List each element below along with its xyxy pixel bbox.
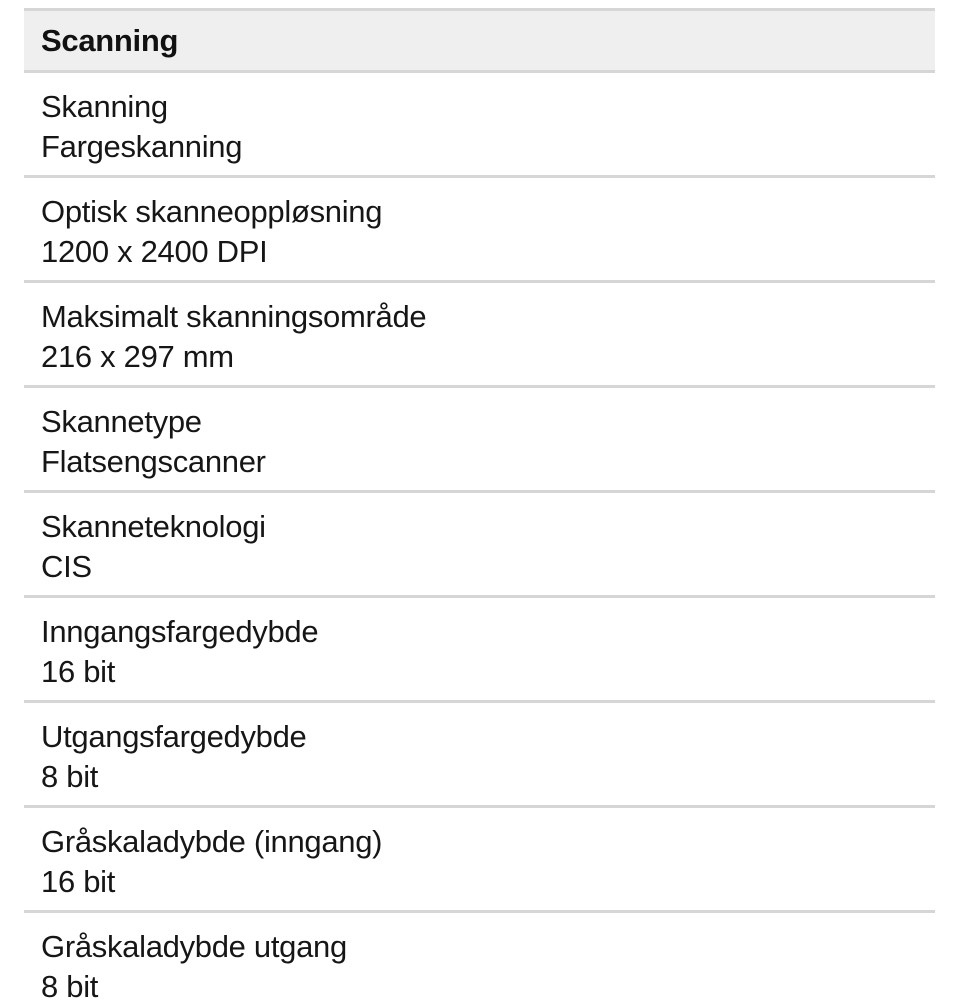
spec-row-input-color-depth bbox=[24, 598, 935, 703]
spec-value: 216 x 297 mm bbox=[41, 339, 234, 374]
spec-label: Utgangsfargedybde bbox=[41, 719, 307, 754]
spec-label: Skanning bbox=[41, 89, 168, 124]
spec-value: 8 bit bbox=[41, 759, 99, 794]
spec-label: Skannetype bbox=[41, 404, 202, 439]
spec-label: Maksimalt skanningsområde bbox=[41, 299, 427, 334]
spec-label: Gråskaladybde utgang bbox=[41, 929, 347, 964]
spec-label: Optisk skanneoppløsning bbox=[41, 194, 383, 229]
spec-value: Flatsengscanner bbox=[41, 444, 266, 479]
spec-value: 8 bit bbox=[41, 969, 99, 1004]
spec-row-grayscale-input-depth bbox=[24, 808, 935, 913]
spec-table bbox=[24, 8, 935, 1004]
section-title: Scanning bbox=[41, 22, 179, 58]
spec-row-scanning bbox=[24, 73, 935, 178]
section-header bbox=[24, 11, 935, 73]
spec-row-output-color-depth bbox=[24, 703, 935, 808]
spec-row-scan-technology bbox=[24, 493, 935, 598]
spec-row-max-scan-area bbox=[24, 283, 935, 388]
spec-row-scanner-type bbox=[24, 388, 935, 493]
spec-row-grayscale-output-depth bbox=[24, 913, 935, 1004]
spec-value: 1200 x 2400 DPI bbox=[41, 234, 268, 269]
spec-label: Skanneteknologi bbox=[41, 509, 266, 544]
spec-label: Inngangsfargedybde bbox=[41, 614, 319, 649]
spec-value: CIS bbox=[41, 549, 92, 584]
spec-label: Gråskaladybde (inngang) bbox=[41, 824, 383, 859]
spec-value: 16 bit bbox=[41, 864, 116, 899]
spec-row-optical-resolution bbox=[24, 178, 935, 283]
spec-value: 16 bit bbox=[41, 654, 116, 689]
spec-value: Fargeskanning bbox=[41, 129, 243, 164]
